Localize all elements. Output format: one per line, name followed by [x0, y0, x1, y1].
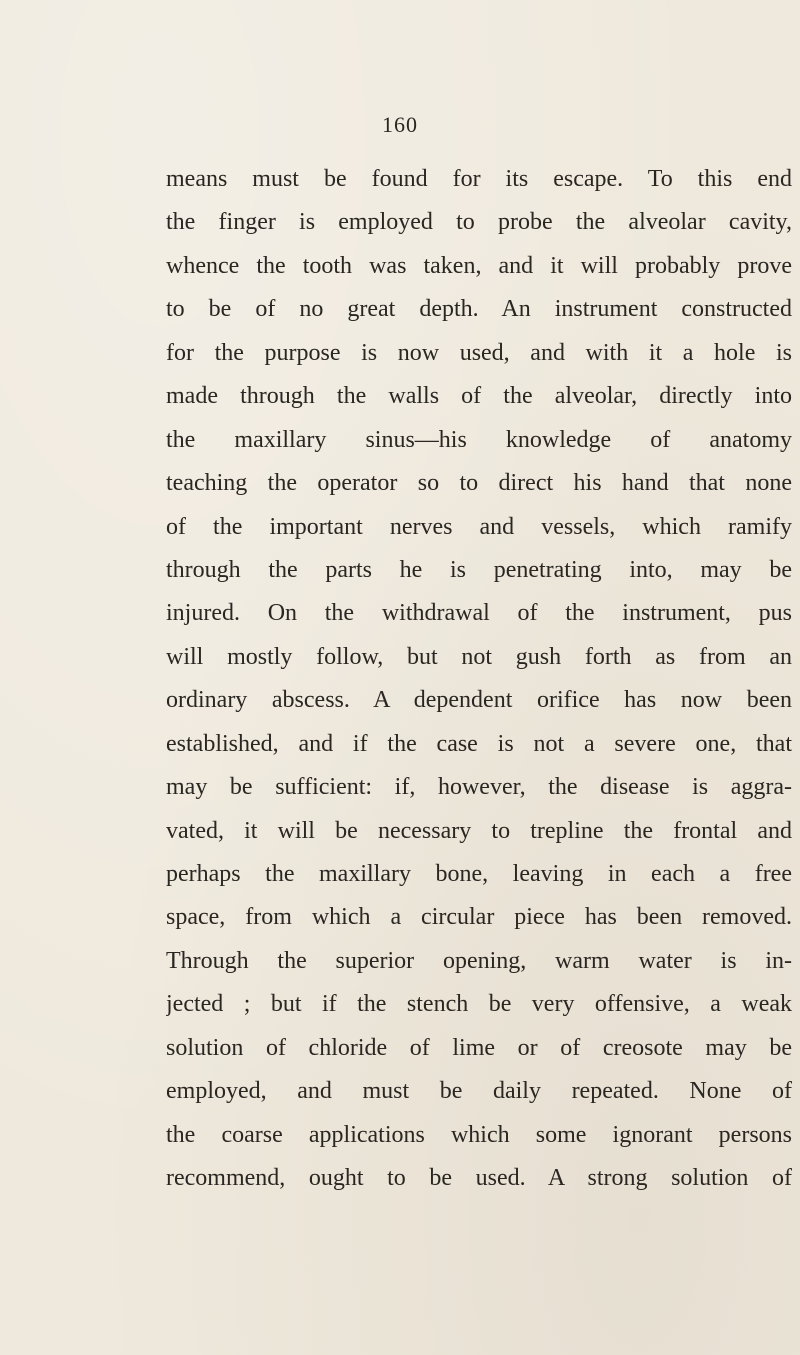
text-line: vated, it will be necessary to trepline the frontal and — [166, 817, 792, 844]
text-line: ordinary abscess. A dependent orifice has now been — [166, 687, 792, 714]
text-line: recommend, ought to be used. A strong solution of — [166, 1165, 792, 1192]
text-line: the finger is employed to probe the alveolar cavity, — [166, 209, 792, 236]
text-line: the coarse applications which some ignorant persons — [166, 1121, 792, 1148]
text-line: injured. On the withdrawal of the instrument, pus — [166, 600, 792, 627]
text-line: may be sufficient: if, however, the disease is aggra- — [166, 774, 792, 801]
text-line: space, from which a circular piece has been removed. — [166, 904, 792, 931]
text-line: through the parts he is penetrating into, may be — [166, 556, 792, 583]
text-line: solution of chloride of lime or of creosote may be — [166, 1034, 792, 1061]
text-line: the maxillary sinus—his knowledge of anatomy — [166, 426, 792, 453]
text-line: means must be found for its escape. To this end — [166, 166, 792, 192]
text-line: of the important nerves and vessels, which ramify — [166, 513, 792, 540]
body-text — [166, 158, 792, 1201]
text-line: to be of no great depth. An instrument constructed — [166, 296, 792, 323]
text-line: for the purpose is now used, and with it a hole is — [166, 339, 792, 366]
text-line: jected ; but if the stench be very offensive, a weak — [166, 991, 792, 1018]
text-line: will mostly follow, but not gush forth as from an — [166, 643, 792, 670]
text-line: Through the superior opening, warm water is in- — [166, 947, 792, 974]
text-line: made through the walls of the alveolar, directly into — [166, 383, 792, 410]
page-number: 160 — [382, 112, 418, 137]
text-line: perhaps the maxillary bone, leaving in each a free — [166, 861, 792, 887]
text-line: employed, and must be daily repeated. None of — [166, 1078, 792, 1105]
text-line: established, and if the case is not a severe one, that — [166, 730, 792, 757]
text-line: whence the tooth was taken, and it will probably prove — [166, 252, 792, 279]
text-line: teaching the operator so to direct his hand that none — [166, 470, 792, 497]
